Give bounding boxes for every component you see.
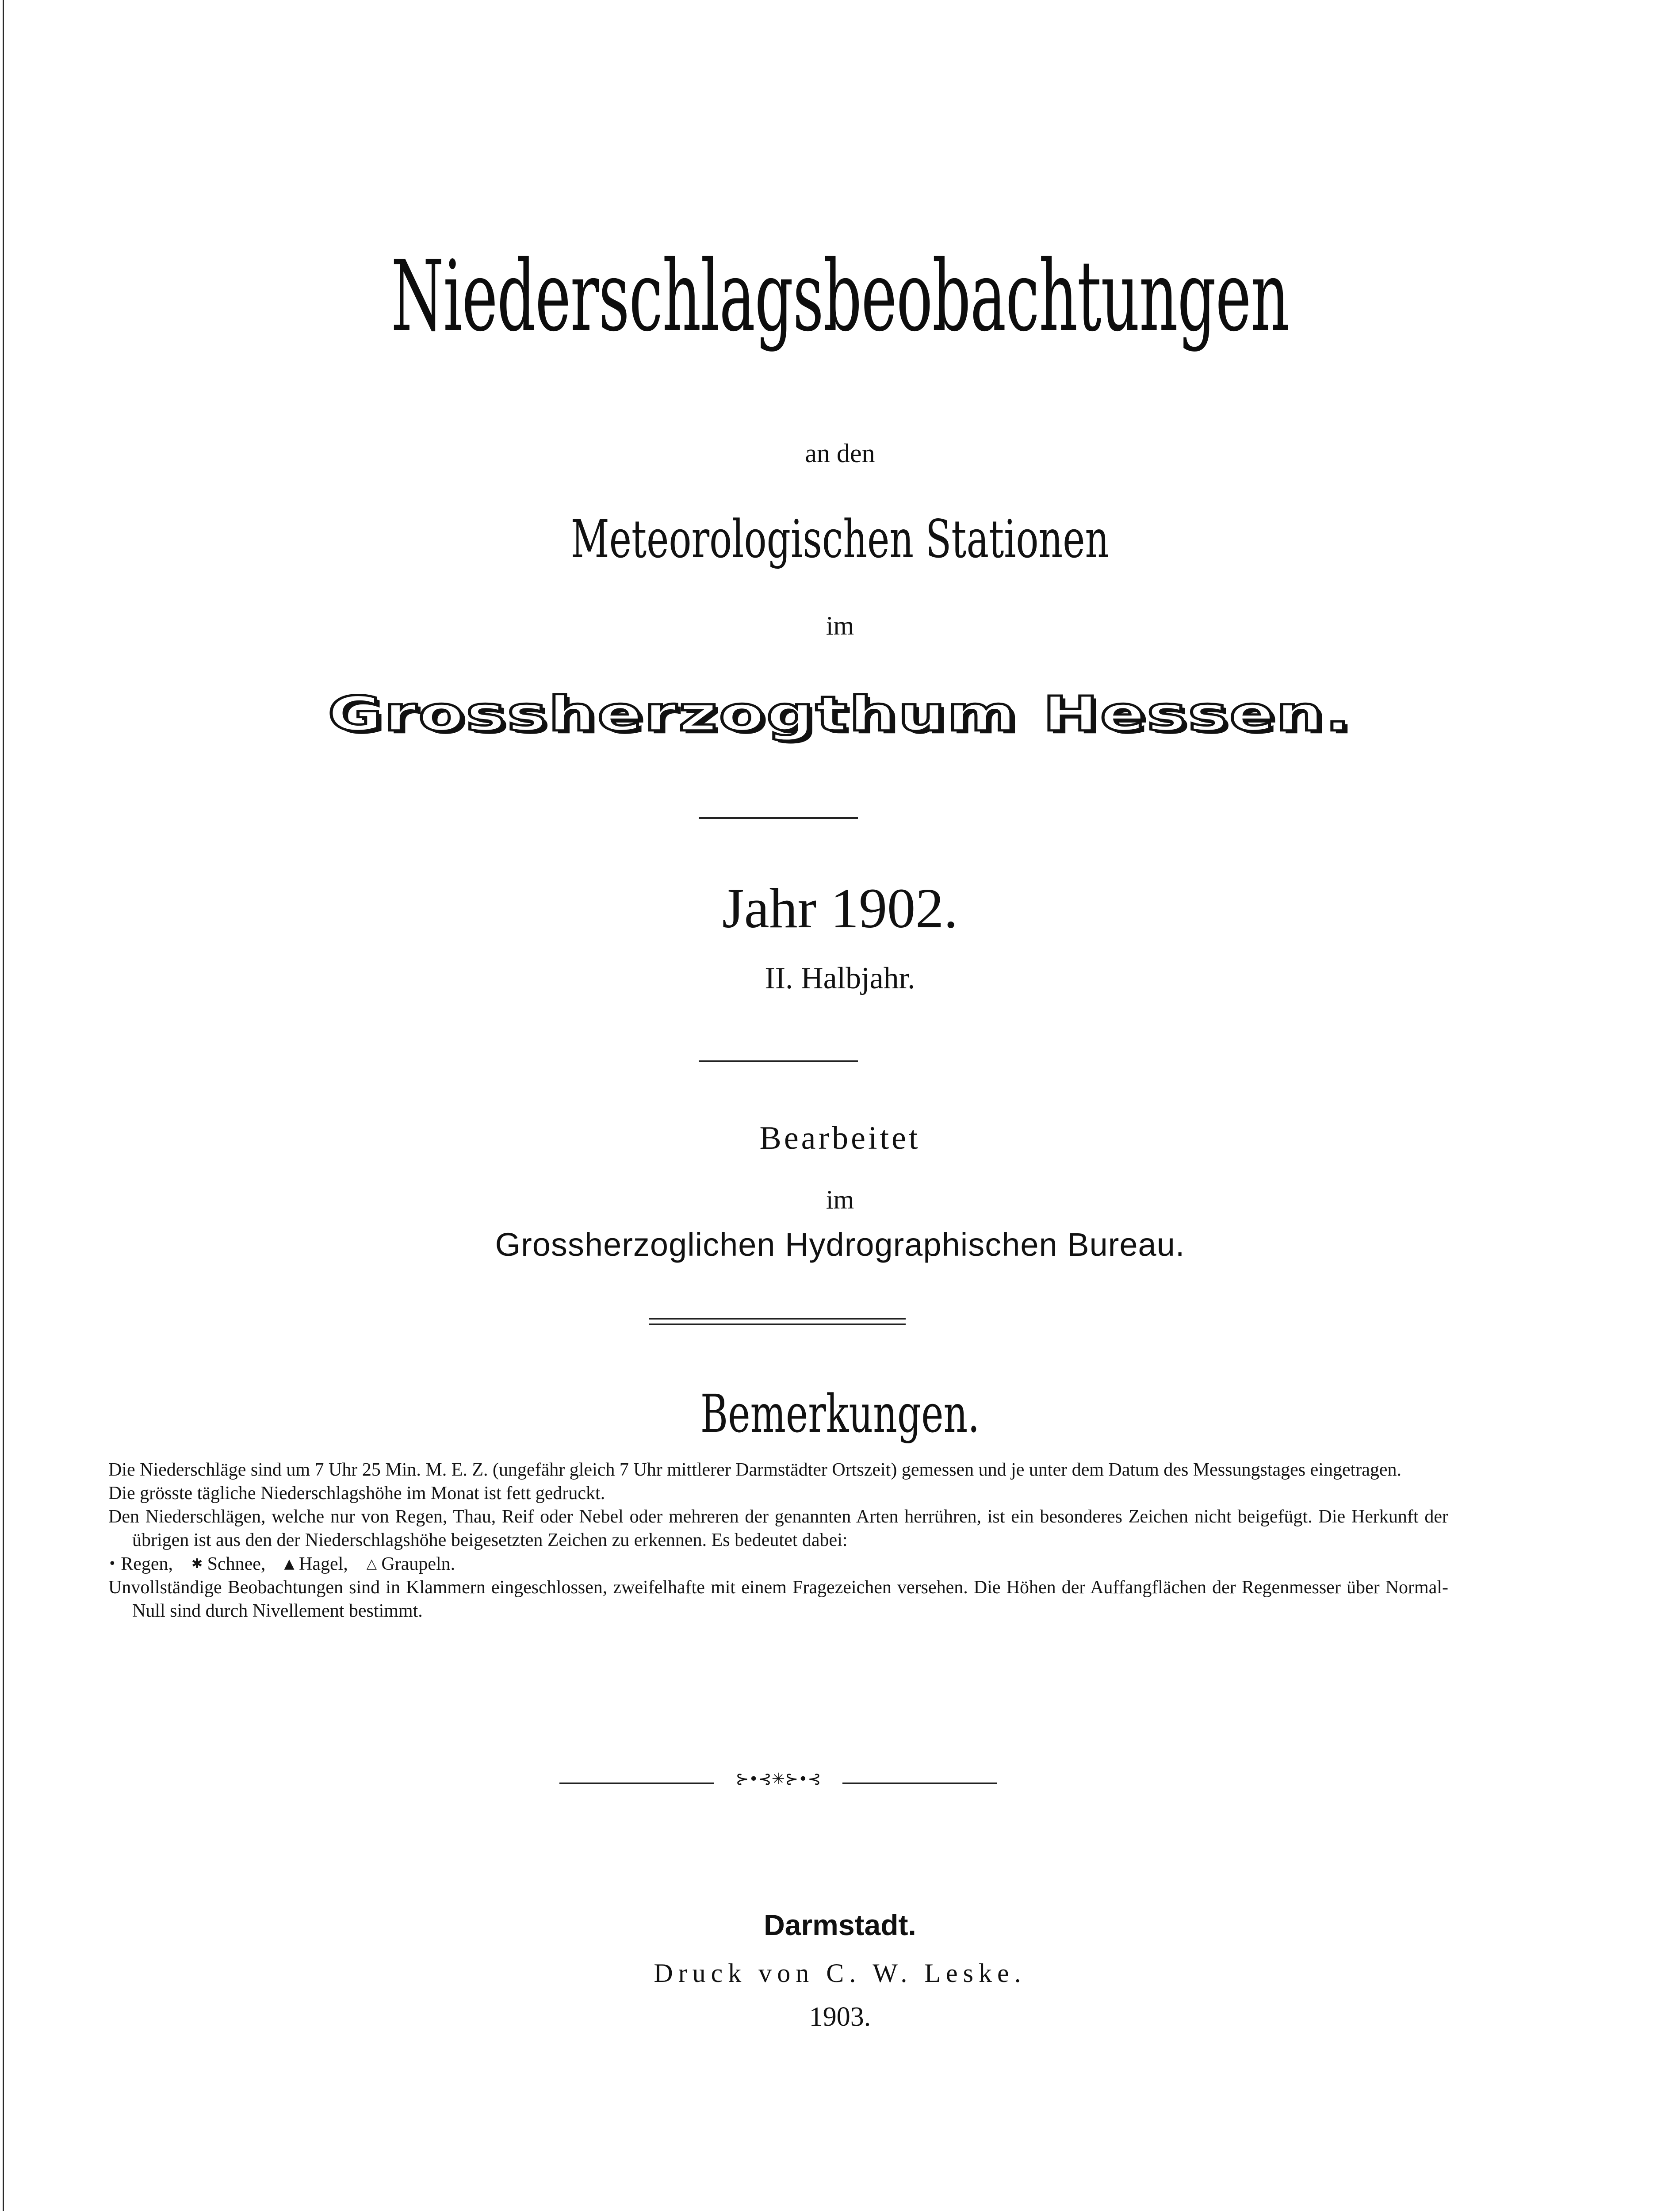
rain-dot-icon: • <box>108 1556 116 1572</box>
symbol-legend <box>108 1552 1448 1576</box>
remark-paragraph: Die grösste tägliche Niederschlagshöhe im Monat ist fett gedruckt. <box>108 1483 605 1503</box>
remark-paragraph: Die Niederschläge sind um 7 Uhr 25 Min. M. E. Z. (ungefähr gleich 7 Uhr mittlerer Darmstädter Ortszeit) gemessen und je unter dem Datum des Messungstages eingetragen. <box>108 1460 1402 1480</box>
printer-line: Druck von C. W. Leske. <box>654 1959 1026 1988</box>
divider-rule-1 <box>699 817 858 819</box>
hail-triangle-icon: ▲ <box>284 1556 295 1572</box>
bureau-name: Grossherzoglichen Hydrographischen Bureau. <box>495 1226 1185 1263</box>
ornamental-divider <box>559 1770 997 1792</box>
subtitle-stations: Meteorologischen Stationen <box>570 509 1110 570</box>
bearbeitet-heading: Bearbeitet <box>759 1120 921 1156</box>
double-divider-rule <box>649 1318 906 1325</box>
ornament-flourish-icon: ⊱•⊰✳⊱•⊰ <box>735 1770 821 1788</box>
remark-paragraph: Unvollständige Beobachtungen sind in Klammern eingeschlossen, zweifelhafte mit einem Fragezeichen versehen. Die Höhen der Auffangflächen der Regenmesser über Normal-Null sind durch Nivellement bestimmt. <box>108 1577 1448 1621</box>
legend-hail: Hagel, <box>299 1554 348 1574</box>
scan-edge-line <box>3 0 4 2211</box>
year-heading: Jahr 1902. <box>722 877 958 940</box>
place-of-publication: Darmstadt. <box>764 1909 916 1941</box>
subtitle-im: im <box>826 611 854 640</box>
country-title: Grossherzogthum Hessen. <box>328 686 1352 742</box>
remarks-heading: Bemerkungen. <box>700 1383 980 1444</box>
graupel-triangle-outline-icon: △ <box>366 1556 377 1572</box>
ornament-line-right <box>842 1783 997 1784</box>
legend-snow: Schnee, <box>207 1554 266 1574</box>
subtitle-an-den: an den <box>805 439 875 468</box>
subtitle-im-2: im <box>826 1185 854 1214</box>
main-title: Niederschlagsbeobachtungen <box>391 240 1289 353</box>
remark-paragraph: Den Niederschlägen, welche nur von Regen, Thau, Reif oder Nebel oder mehreren der genannten Arten herrühren, ist ein besonderes Zeichen nicht beigefügt. Die Herkunft der übrigen ist aus den der Niederschlagshöhe beigesetzten Zeichen zu erkennen. Es bedeutet dabei: <box>108 1507 1448 1550</box>
legend-graupel: Graupeln. <box>381 1554 455 1574</box>
snow-asterisk-icon: ✱ <box>191 1556 203 1572</box>
remarks-text <box>108 1458 1448 1623</box>
divider-rule-2 <box>699 1060 858 1062</box>
publication-year: 1903. <box>809 2002 871 2032</box>
legend-rain: Regen, <box>121 1554 173 1574</box>
half-year: II. Halbjahr. <box>765 961 915 995</box>
